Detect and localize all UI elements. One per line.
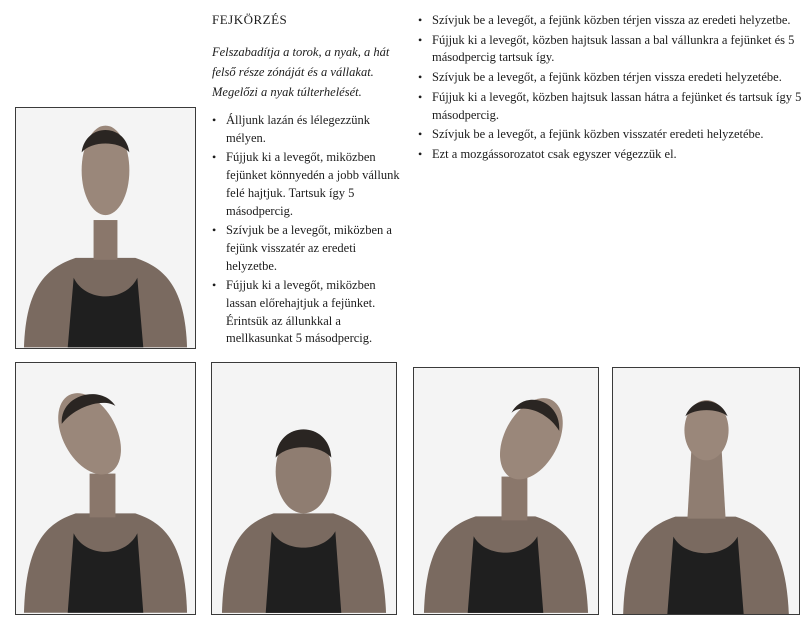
step-item: • Szívjuk be a levegőt, a fejünk közben térjen vissza eredeti helyzetébe. bbox=[418, 69, 803, 87]
figure-head-forward-illustration bbox=[212, 363, 396, 614]
step-item: • Fújjuk ki a levegőt, közben hajtsuk lassan hátra a fejünket és tartsuk így 5 másodpercig. bbox=[418, 89, 803, 124]
photo-neutral bbox=[15, 107, 196, 349]
step-item: • Fújjuk ki a levegőt, miközben fejünket könnyedén a jobb vállunk felé hajtjuk. Tartsuk így 5 másodpercig. bbox=[212, 149, 407, 220]
photo-tilt-left bbox=[413, 367, 599, 615]
step-item: • Álljunk lazán és lélegezzünk mélyen. bbox=[212, 112, 407, 147]
intro-line: Felszabadítja a torok, a nyak, a hát bbox=[212, 45, 390, 59]
figure-head-back-illustration bbox=[613, 368, 799, 614]
step-item: • Szívjuk be a levegőt, miközben a fejünk visszatér az eredeti helyzetbe. bbox=[212, 222, 407, 275]
figure-tilt-right-illustration bbox=[16, 363, 195, 614]
intro-line: Megelőzi a nyak túlterhelését. bbox=[212, 85, 362, 99]
section-title: FEJKÖRZÉS bbox=[212, 12, 288, 27]
photo-head-forward bbox=[211, 362, 397, 615]
step-item: • Ezt a mozgássorozatot csak egyszer végezzük el. bbox=[418, 146, 803, 164]
step-item: • Szívjuk be a levegőt, a fejünk közben visszatér eredeti helyzetébe. bbox=[418, 126, 803, 144]
steps-list-right bbox=[418, 12, 803, 166]
step-item: • Fújjuk ki a levegőt, közben hajtsuk lassan a bal vállunkra a fejünket és 5 másodpercig tartsuk így. bbox=[418, 32, 803, 67]
step-item: • Szívjuk be a levegőt, a fejünk közben térjen vissza az eredeti helyzetbe. bbox=[418, 12, 803, 30]
figure-neutral-illustration bbox=[16, 108, 195, 348]
intro-text bbox=[212, 42, 402, 102]
photo-tilt-right bbox=[15, 362, 196, 615]
intro-line: felső része zónáját és a vállakat. bbox=[212, 65, 374, 79]
photo-head-back bbox=[612, 367, 800, 615]
steps-list-left bbox=[212, 112, 407, 350]
figure-tilt-left-illustration bbox=[414, 368, 598, 614]
step-item: • Fújjuk ki a levegőt, miközben lassan előrehajtjuk a fejünket. Érintsük az állunkkal a mellkasunkat 5 másodpercig. bbox=[212, 277, 407, 348]
